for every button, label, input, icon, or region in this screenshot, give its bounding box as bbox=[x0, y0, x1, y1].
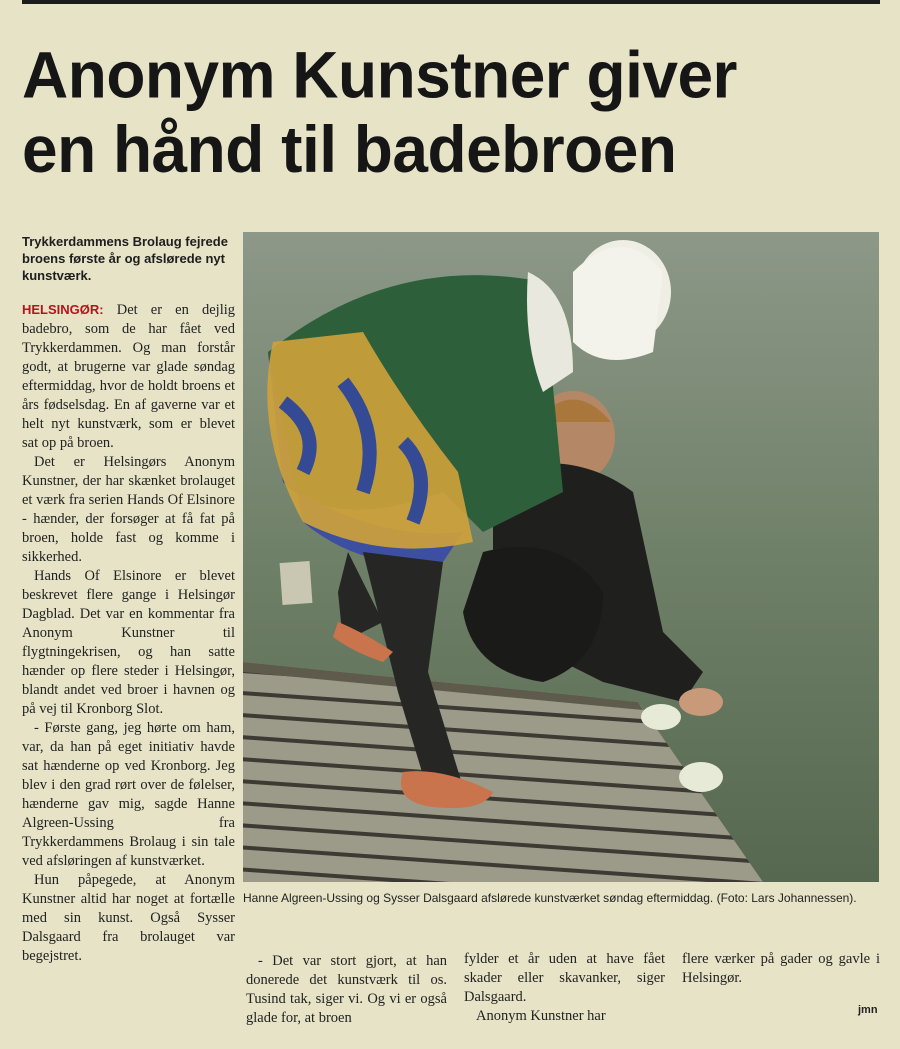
paragraph-6: - Det var stort gjort, at han donerede det kunstværk til os. Tusind tak, siger vi. Og vi er også glade for, at broen bbox=[246, 953, 447, 1026]
paragraph-1: HELSINGØR: Det er en dejlig badebro, som de har fået ved Trykkerdammen. Og man forstår godt, at brugerne var glade søndag eftermiddag, hvor de holdt broens et års fødselsdag. En af gaverne var et helt nyt kunstværk, som er blevet sat op på broen. bbox=[22, 302, 235, 451]
headline-line-2: en hånd til badebroen bbox=[22, 112, 677, 187]
top-rule bbox=[22, 0, 880, 4]
paragraph-7: fylder et år uden at have fået skader eller skavanker, siger Dalsgaard. bbox=[464, 951, 665, 1005]
article-column-3 bbox=[464, 950, 665, 1026]
dateline: HELSINGØR: bbox=[22, 302, 104, 317]
photo-illustration bbox=[243, 232, 879, 882]
article-photo bbox=[243, 232, 879, 882]
author-initials: jmn bbox=[858, 1004, 878, 1016]
paragraph-5: Hun påpegede, at Anonym Kunstner altid har noget at fortælle med sin kunst. Også Sysser Dalsgaard fra brolauget var begejstret. bbox=[22, 872, 235, 964]
paragraph-4: - Første gang, jeg hørte om ham, var, da han på eget initiativ havde sat hænderne op ved Kronborg. Jeg blev i den grad rørt over de følelser, hænderne gav mig, sagde Hanne Algreen-Ussing fra Trykkerdammens Brolaug i sin tale ved afsløringen af kunstværket. bbox=[22, 720, 235, 869]
paragraph-8: Anonym Kunstner har bbox=[476, 1008, 606, 1024]
paragraph-9: flere værker på gader og gavle i Helsingør. bbox=[682, 951, 880, 986]
article-column-2 bbox=[246, 952, 447, 1028]
headline-line-1: Anonym Kunstner giver bbox=[22, 38, 737, 113]
sculpture-hand-2 bbox=[679, 762, 723, 792]
article-column-1 bbox=[22, 300, 235, 966]
photo-caption: Hanne Algreen-Ussing og Sysser Dalsgaard afslørede kunstværket søndag eftermiddag. (Foto: Lars Johannessen). bbox=[243, 891, 857, 905]
article-headline bbox=[22, 38, 892, 186]
plaque bbox=[280, 561, 313, 605]
paragraph-3: Hands Of Elsinore er blevet beskrevet flere gange i Helsingør Dagblad. Det var en kommentar fra Anonym Kunstner til flygtningekrisen, og han satte hænder op flere steder i Helsingør, blandt andet ved broer i havnen og på vej til Kronborg Slot. bbox=[22, 568, 235, 717]
article-subhead: Trykkerdammens Brolaug fejrede broens første år og afslørede nyt kunstværk. bbox=[22, 234, 228, 283]
paragraph-2: Det er Helsingørs Anonym Kunstner, der har skænket brolauget et værk fra serien Hands Of Elsinore - hænder, der forsøger at få fat på broen, holde fast og komme i sikkerhed. bbox=[22, 454, 235, 565]
sculpture-hand-1 bbox=[641, 704, 681, 730]
article-column-4 bbox=[682, 950, 880, 988]
